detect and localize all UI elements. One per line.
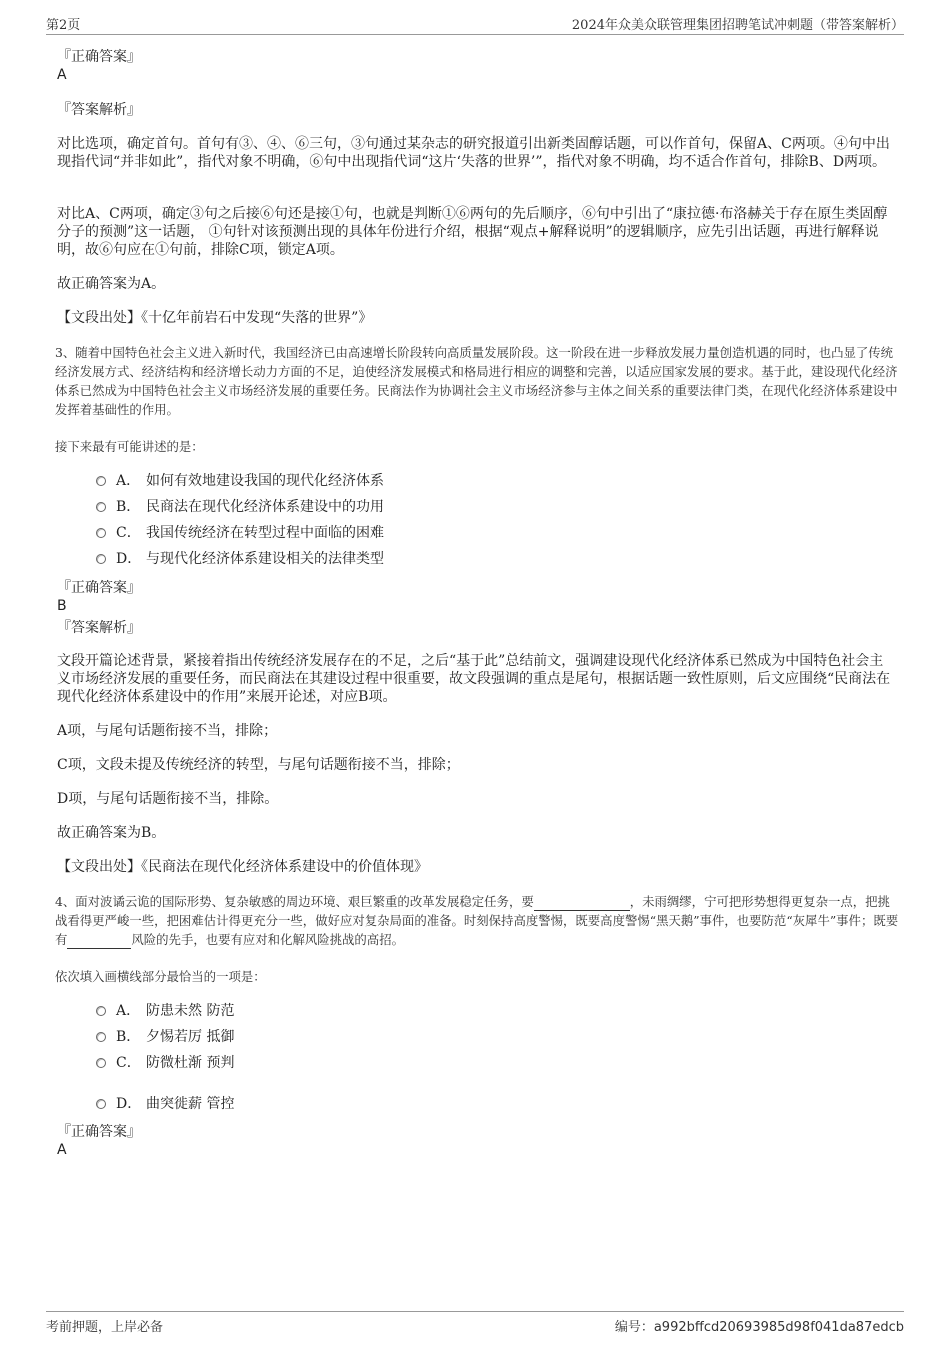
radio-icon[interactable] bbox=[96, 502, 106, 512]
q3-option-d[interactable]: D． 与现代化经济体系建设相关的法律类型 bbox=[96, 549, 384, 569]
q4-option-c[interactable]: C． 防微杜渐 预判 bbox=[96, 1053, 234, 1073]
q3-source: 【文段出处】《民商法在现代化经济体系建设中的价值体现》 bbox=[57, 859, 428, 875]
q3-line-c: C项，文段未提及传统经济的转型，与尾句话题衔接不当，排除； bbox=[57, 757, 460, 773]
footer-slogan: 考前押题，上岸必备 bbox=[46, 1320, 164, 1335]
q3-answer: B bbox=[57, 598, 67, 614]
q3-answer-label: 『正确答案』 bbox=[57, 580, 141, 596]
q4-answer: A bbox=[57, 1142, 67, 1158]
radio-icon[interactable] bbox=[96, 476, 106, 486]
page-number: 第2页 bbox=[46, 18, 81, 33]
q3-prompt: 接下来最有可能讲述的是： bbox=[55, 439, 204, 454]
q3-line-d: D项，与尾句话题衔接不当，排除。 bbox=[57, 791, 279, 807]
q2-answer-label: 『正确答案』 bbox=[57, 49, 141, 65]
q3-line-a: A项，与尾句话题衔接不当，排除； bbox=[57, 723, 278, 739]
q3-analysis-label: 『答案解析』 bbox=[57, 620, 141, 636]
q2-source: 【文段出处】《十亿年前岩石中发现“失落的世界”》 bbox=[57, 310, 373, 326]
page-footer bbox=[46, 1311, 904, 1335]
q2-analysis-para-2: 对比A、C两项，确定③句之后接⑥句还是接①句，也就是判断①⑥两句的先后顺序，⑥句中引出了“康拉德·布洛赫关于存在原生类固醇分子的预测”这一话题， ①句针对该预测出现的具体年份进行介绍，根据“观点+解释说明”的逻辑顺序，应先引出话题，再进行解释说明，故⑥句应在①句前，排除C项，锁定A项。 bbox=[57, 206, 888, 258]
fill-blank-1[interactable] bbox=[534, 897, 630, 911]
radio-icon[interactable] bbox=[96, 1006, 106, 1016]
q4-prompt: 依次填入画横线部分最恰当的一项是： bbox=[55, 969, 266, 984]
q2-answer: A bbox=[57, 67, 67, 83]
radio-icon[interactable] bbox=[96, 1058, 106, 1068]
q3-option-a[interactable]: A． 如何有效地建设我国的现代化经济体系 bbox=[96, 471, 384, 491]
q3-option-c[interactable]: C． 我国传统经济在转型过程中面临的困难 bbox=[96, 523, 384, 543]
q2-analysis-para-1: 对比选项，确定首句。首句有③、④、⑥三句，③句通过某杂志的研究报道引出新类固醇话题，可以作首句，保留A、C两项。④句中出现指代词“并非如此”，指代对象不明确，⑥句中出现指代词“这片‘失落的世界’”，指代对象不明确，均不适合作首句，排除B、D两项。 bbox=[57, 136, 890, 170]
page-header bbox=[46, 14, 904, 35]
q4-option-a[interactable]: A． 防患未然 防范 bbox=[96, 1001, 234, 1021]
q3-option-b[interactable]: B． 民商法在现代化经济体系建设中的功用 bbox=[96, 497, 384, 517]
q4-option-b[interactable]: B． 夕惕若厉 抵御 bbox=[96, 1027, 234, 1047]
fill-blank-2[interactable] bbox=[67, 935, 131, 949]
q3-analysis-para-1: 文段开篇论述背景，紧接着指出传统经济发展存在的不足，之后“基于此”总结前文，强调建设现代化经济体系已然成为中国特色社会主义市场经济发展的重要任务，而民商法在其建设过程中很重要，故文段强调的重点是尾句，根据话题一致性原则，后文应围绕“民商法在现代化经济体系建设中的作用”来展开论述，对应B项。 bbox=[57, 653, 891, 705]
q4-option-d[interactable]: D． 曲突徙薪 管控 bbox=[96, 1094, 234, 1114]
radio-icon[interactable] bbox=[96, 528, 106, 538]
document-title: 2024年众美众联管理集团招聘笔试冲刺题（带答案解析） bbox=[571, 18, 904, 33]
radio-icon[interactable] bbox=[96, 554, 106, 564]
q3-stem: 3、随着中国特色社会主义进入新时代，我国经济已由高速增长阶段转向高质量发展阶段。这一阶段在进一步释放发展力量创造机遇的同时，也凸显了传统经济发展方式、经济结构和经济增长动力方面的不足，迫使经济发展模式和格局进行相应的调整和完善，以适应国家发展的要求。基于此，建设现代化经济体系已然成为中国特色社会主义市场经济发展的重要任务。民商法作为协调社会主义市场经济参与主体之间关系的重要法律门类，在现代化经济体系建设中发挥着基础性的作用。 bbox=[55, 345, 898, 417]
q3-conclusion: 故正确答案为B。 bbox=[57, 825, 166, 841]
document-code: 编号：a992bffcd20693985d98f041da87edcb bbox=[614, 1320, 904, 1335]
q4-stem: 4、面对波谲云诡的国际形势、复杂敏感的周边环境、艰巨繁重的改革发展稳定任务，要 ，未雨绸缪，宁可把形势想得更复杂一点，把挑战看得更严峻一些，把困难估计得更充分一些，做好应对复杂局面的准备。时刻保持高度警惕，既要高度警惕“黑天鹅”事件，也要防范“灰犀牛”事件；既要有 风险的先手，也要有应对和化解风险挑战的高招。 bbox=[55, 894, 899, 947]
q2-analysis-label: 『答案解析』 bbox=[57, 102, 141, 118]
radio-icon[interactable] bbox=[96, 1099, 106, 1109]
radio-icon[interactable] bbox=[96, 1032, 106, 1042]
q2-conclusion: 故正确答案为A。 bbox=[57, 276, 166, 292]
q4-answer-label: 『正确答案』 bbox=[57, 1124, 141, 1140]
